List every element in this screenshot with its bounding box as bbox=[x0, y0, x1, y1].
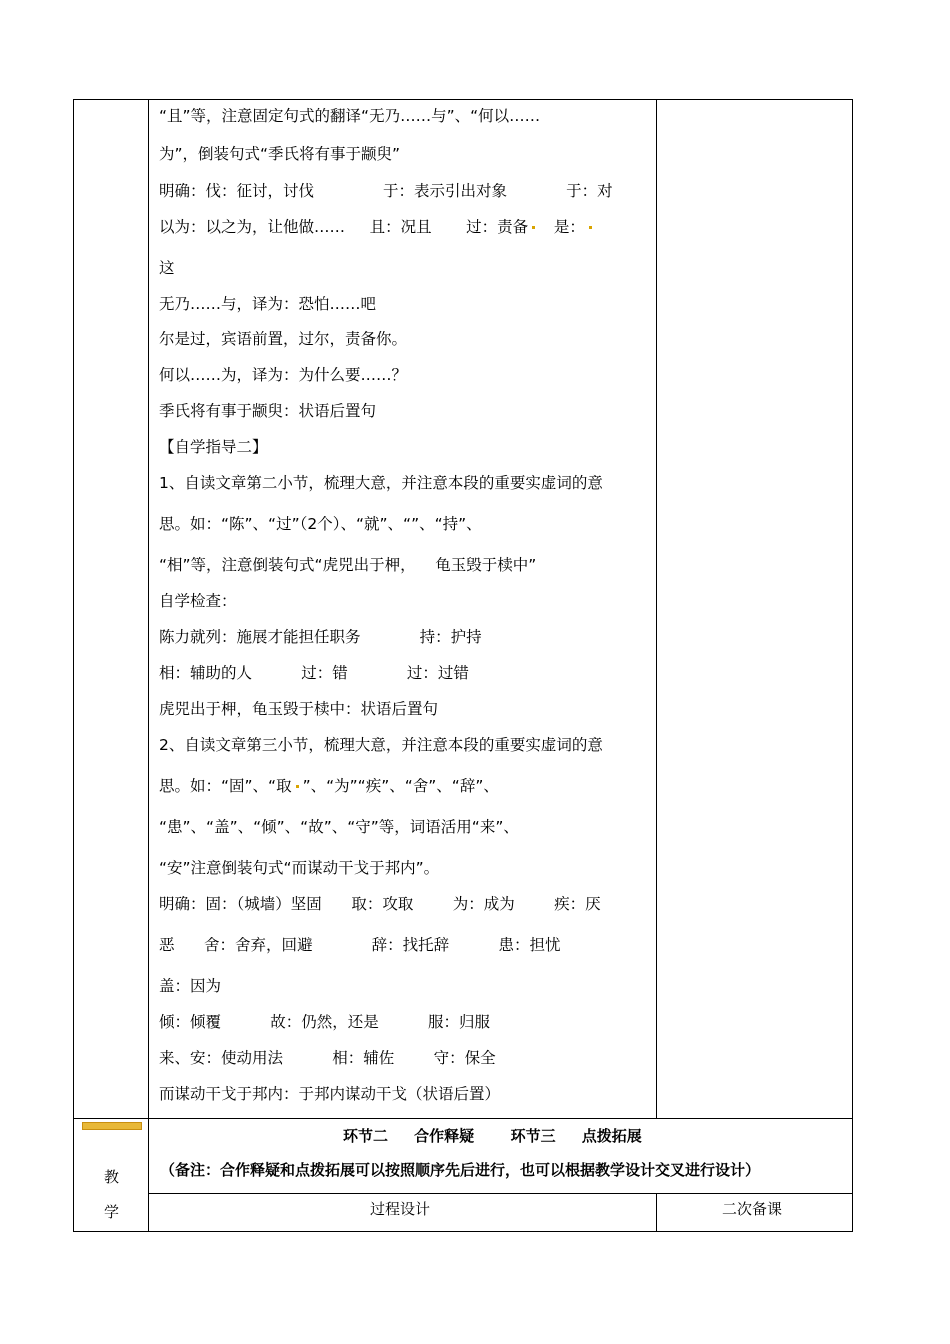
text-line: 盖：因为 bbox=[159, 977, 222, 995]
marker-dot bbox=[296, 785, 299, 788]
text-line: 恶 舍：舍弃，回避 辞：找托辞 患：担忧 bbox=[159, 936, 561, 954]
divider-right bbox=[656, 99, 657, 1119]
text-line: 2、自读文章第三小节，梳理大意，并注意本段的重要实虚词的意 bbox=[159, 736, 603, 754]
text-line: 1、自读文章第二小节，梳理大意，并注意本段的重要实虚词的意 bbox=[159, 474, 603, 492]
text-line: 明确：固：（城墙）坚固 取：攻取 为：成为 疾：厌 bbox=[159, 895, 601, 913]
text-line: 虎兕出于柙，龟玉毁于椟中：状语后置句 bbox=[159, 700, 439, 718]
text-line: 尔是过，宾语前置，过尔，责备你。 bbox=[159, 330, 408, 348]
section-note: （备注：合作释疑和点拨拓展可以按照顺序先后进行，也可以根据教学设计交叉进行设计） bbox=[160, 1161, 761, 1179]
marker-dot bbox=[589, 226, 592, 229]
column-header-process: 过程设计 bbox=[370, 1200, 431, 1218]
text-line: 思。如：“固”、“取 ”、“为”“疾”、“舍”、“辞”、 bbox=[159, 777, 499, 795]
text-line: “相”等，注意倒装句式“虎兕出于柙， 龟玉毁于椟中” bbox=[159, 556, 537, 574]
divider-right-bottom bbox=[656, 1193, 657, 1232]
text-line: 何以……为，译为：为什么要……？ bbox=[159, 366, 408, 384]
text-line: 以为：以之为，让他做…… 且：况且 过：责备 是： bbox=[159, 217, 596, 237]
text-line: 自学检查： bbox=[159, 592, 237, 610]
text-line: 无乃……与，译为：恐怕……吧 bbox=[159, 295, 377, 313]
text-line: 相：辅助的人 过：错 过：过错 bbox=[159, 664, 469, 682]
logo-image bbox=[82, 1122, 142, 1130]
marker-dot bbox=[532, 226, 535, 229]
text-line: 而谋动干戈于邦内：于邦内谋动干戈（状语后置） bbox=[159, 1085, 501, 1103]
text-line: 思。如：“陈”、“过”（2个）、“就”、“”、“持”、 bbox=[159, 515, 482, 533]
divider-section bbox=[73, 1118, 853, 1119]
text-line: “安”注意倒装句式“而谋动干戈于邦内”。 bbox=[159, 859, 440, 877]
side-label-char: 教 bbox=[104, 1168, 120, 1186]
text-line: 来、安：使动用法 相：辅佐 守：保全 bbox=[159, 1049, 496, 1067]
text-line: “患”、“盖”、“倾”、“故”、“守”等，词语活用“来”、 bbox=[159, 818, 519, 836]
text-line: 陈力就列：施展才能担任职务 持：护持 bbox=[159, 628, 482, 646]
text-line: “且”等，注意固定句式的翻译“无乃……与”、“何以…… bbox=[159, 107, 541, 125]
column-header-second: 二次备课 bbox=[722, 1200, 783, 1218]
text-line: 为”，倒装句式“季氏将有事于颛臾” bbox=[159, 145, 401, 163]
text-line: 倾：倾覆 故：仍然，还是 服：归服 bbox=[159, 1013, 491, 1031]
text-line: 这 bbox=[159, 259, 175, 277]
section-title: 环节二 合作释疑 环节三 点拨拓展 bbox=[343, 1127, 642, 1145]
divider-left bbox=[148, 99, 149, 1232]
divider-header bbox=[148, 1193, 853, 1194]
side-label-char: 学 bbox=[104, 1203, 120, 1221]
text-line: 季氏将有事于颛臾：状语后置句 bbox=[159, 402, 377, 420]
text-line: 明确：伐：征讨，讨伐 于：表示引出对象 于：对 bbox=[159, 182, 613, 200]
section-heading: 【自学指导二】 bbox=[159, 438, 268, 456]
